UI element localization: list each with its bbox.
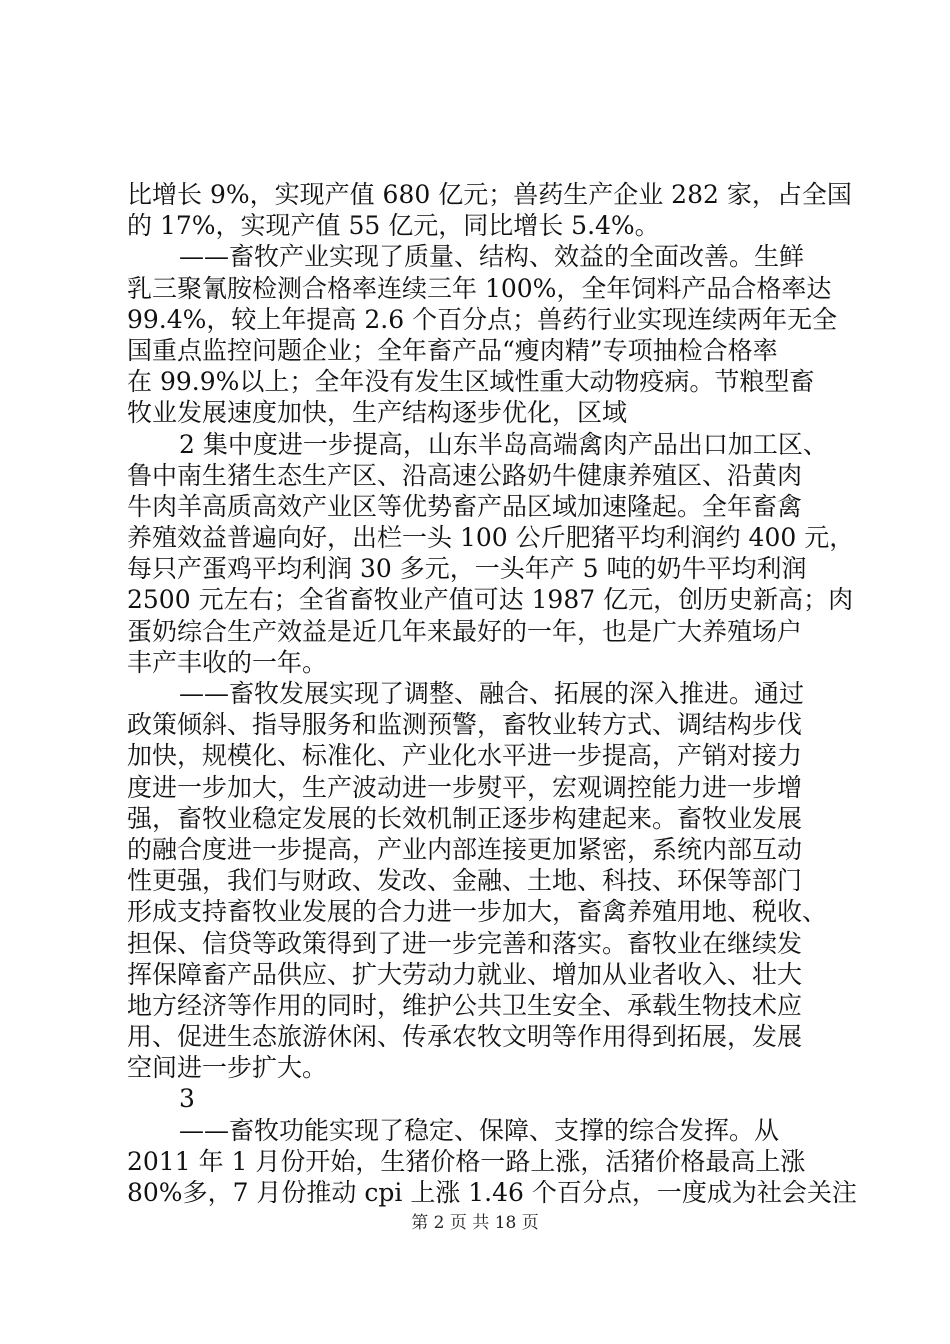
- text-line: 比增长 9%，实现产值 680 亿元；兽药生产企业 282 家，占全国: [127, 180, 852, 209]
- text-line: 形成支持畜牧业发展的合力进一步加大，畜禽养殖用地、税收、: [127, 897, 828, 927]
- text-line: 度进一步加大，生产波动进一步熨平，宏观调控能力进一步增: [127, 772, 803, 802]
- text-line: 牧业发展速度加快，生产结构逐步优化，区域: [127, 398, 628, 428]
- text-line: 99.4%，较上年提高 2.6 个百分点；兽药行业实现连续两年无全: [127, 304, 838, 334]
- text-line: 2011 年 1 月份开始，生猪价格一路上涨，活猪价格最高上涨: [127, 1146, 806, 1176]
- text-line: ——畜牧功能实现了稳定、保障、支撑的综合发挥。从: [179, 1115, 780, 1145]
- text-line: 在 99.9%以上；全年没有发生区域性重大动物疫病。节粮型畜: [127, 367, 815, 397]
- text-line: ——畜牧发展实现了调整、融合、拓展的深入推进。通过: [179, 679, 805, 708]
- text-line: 强，畜牧业稳定发展的长效机制正逐步构建起来。畜牧业发展: [127, 803, 803, 833]
- text-line: 2 集中度进一步提高，山东半岛高端禽肉产品出口加工区、: [179, 429, 828, 459]
- text-line: 的 17%，实现产值 55 亿元，同比增长 5.4%。: [127, 211, 660, 241]
- text-line: 乳三聚氰胺检测合格率连续三年 100%，全年饲料产品合格率达: [127, 273, 832, 303]
- document-body: [127, 179, 857, 1208]
- text-line: 牛肉羊高质高效产业区等优势畜产品区域加速隆起。全年畜禽: [127, 491, 803, 521]
- text-line: 养殖效益普遍向好，出栏一头 100 公斤肥猪平均利润约 400 元，: [127, 523, 855, 553]
- text-line: 空间进一步扩大。: [127, 1053, 328, 1083]
- text-line: 性更强，我们与财政、发改、金融、土地、科技、环保等部门: [127, 866, 803, 896]
- text-line: 地方经济等作用的同时，维护公共卫生安全、承载生物技术应: [127, 990, 803, 1020]
- text-line: 担保、信贷等政策得到了进一步完善和落实。畜牧业在继续发: [127, 928, 803, 958]
- text-line: 加快，规模化、标准化、产业化水平进一步提高，产销对接力: [127, 741, 803, 771]
- text-line: 蛋奶综合生产效益是近几年来最好的一年，也是广大养殖场户: [127, 616, 803, 646]
- text-line: 每只产蛋鸡平均利润 30 多元，一头年产 5 吨的奶牛平均利润: [127, 554, 807, 584]
- text-line: 2500 元左右；全省畜牧业产值可达 1987 亿元，创历史新高；肉: [127, 585, 854, 615]
- text-line: 的融合度进一步提高，产业内部连接更加紧密，系统内部互动: [127, 834, 803, 864]
- page-marker: 3: [179, 1084, 195, 1114]
- text-line: 用、促进生态旅游休闲、传承农牧文明等作用得到拓展，发展: [127, 1022, 803, 1052]
- page-footer: [0, 1212, 950, 1234]
- text-line: 80%多，7 月份推动 cpi 上涨 1.46 个百分点，一度成为社会关注: [127, 1178, 857, 1207]
- text-line: 挥保障畜产品供应、扩大劳动力就业、增加从业者收入、壮大: [127, 959, 803, 989]
- text-line: 政策倾斜、指导服务和监测预警，畜牧业转方式、调结构步伐: [127, 710, 803, 740]
- page-number-label: 第 2 页 共 18 页: [411, 1213, 539, 1233]
- text-line: 国重点监控问题企业；全年畜产品“瘦肉精”专项抽检合格率: [127, 335, 778, 365]
- text-line: 丰产丰收的一年。: [127, 647, 328, 677]
- text-line: 鲁中南生猪生态生产区、沿高速公路奶牛健康养殖区、沿黄肉: [127, 460, 803, 490]
- text-line: ——畜牧产业实现了质量、结构、效益的全面改善。生鲜: [179, 242, 805, 272]
